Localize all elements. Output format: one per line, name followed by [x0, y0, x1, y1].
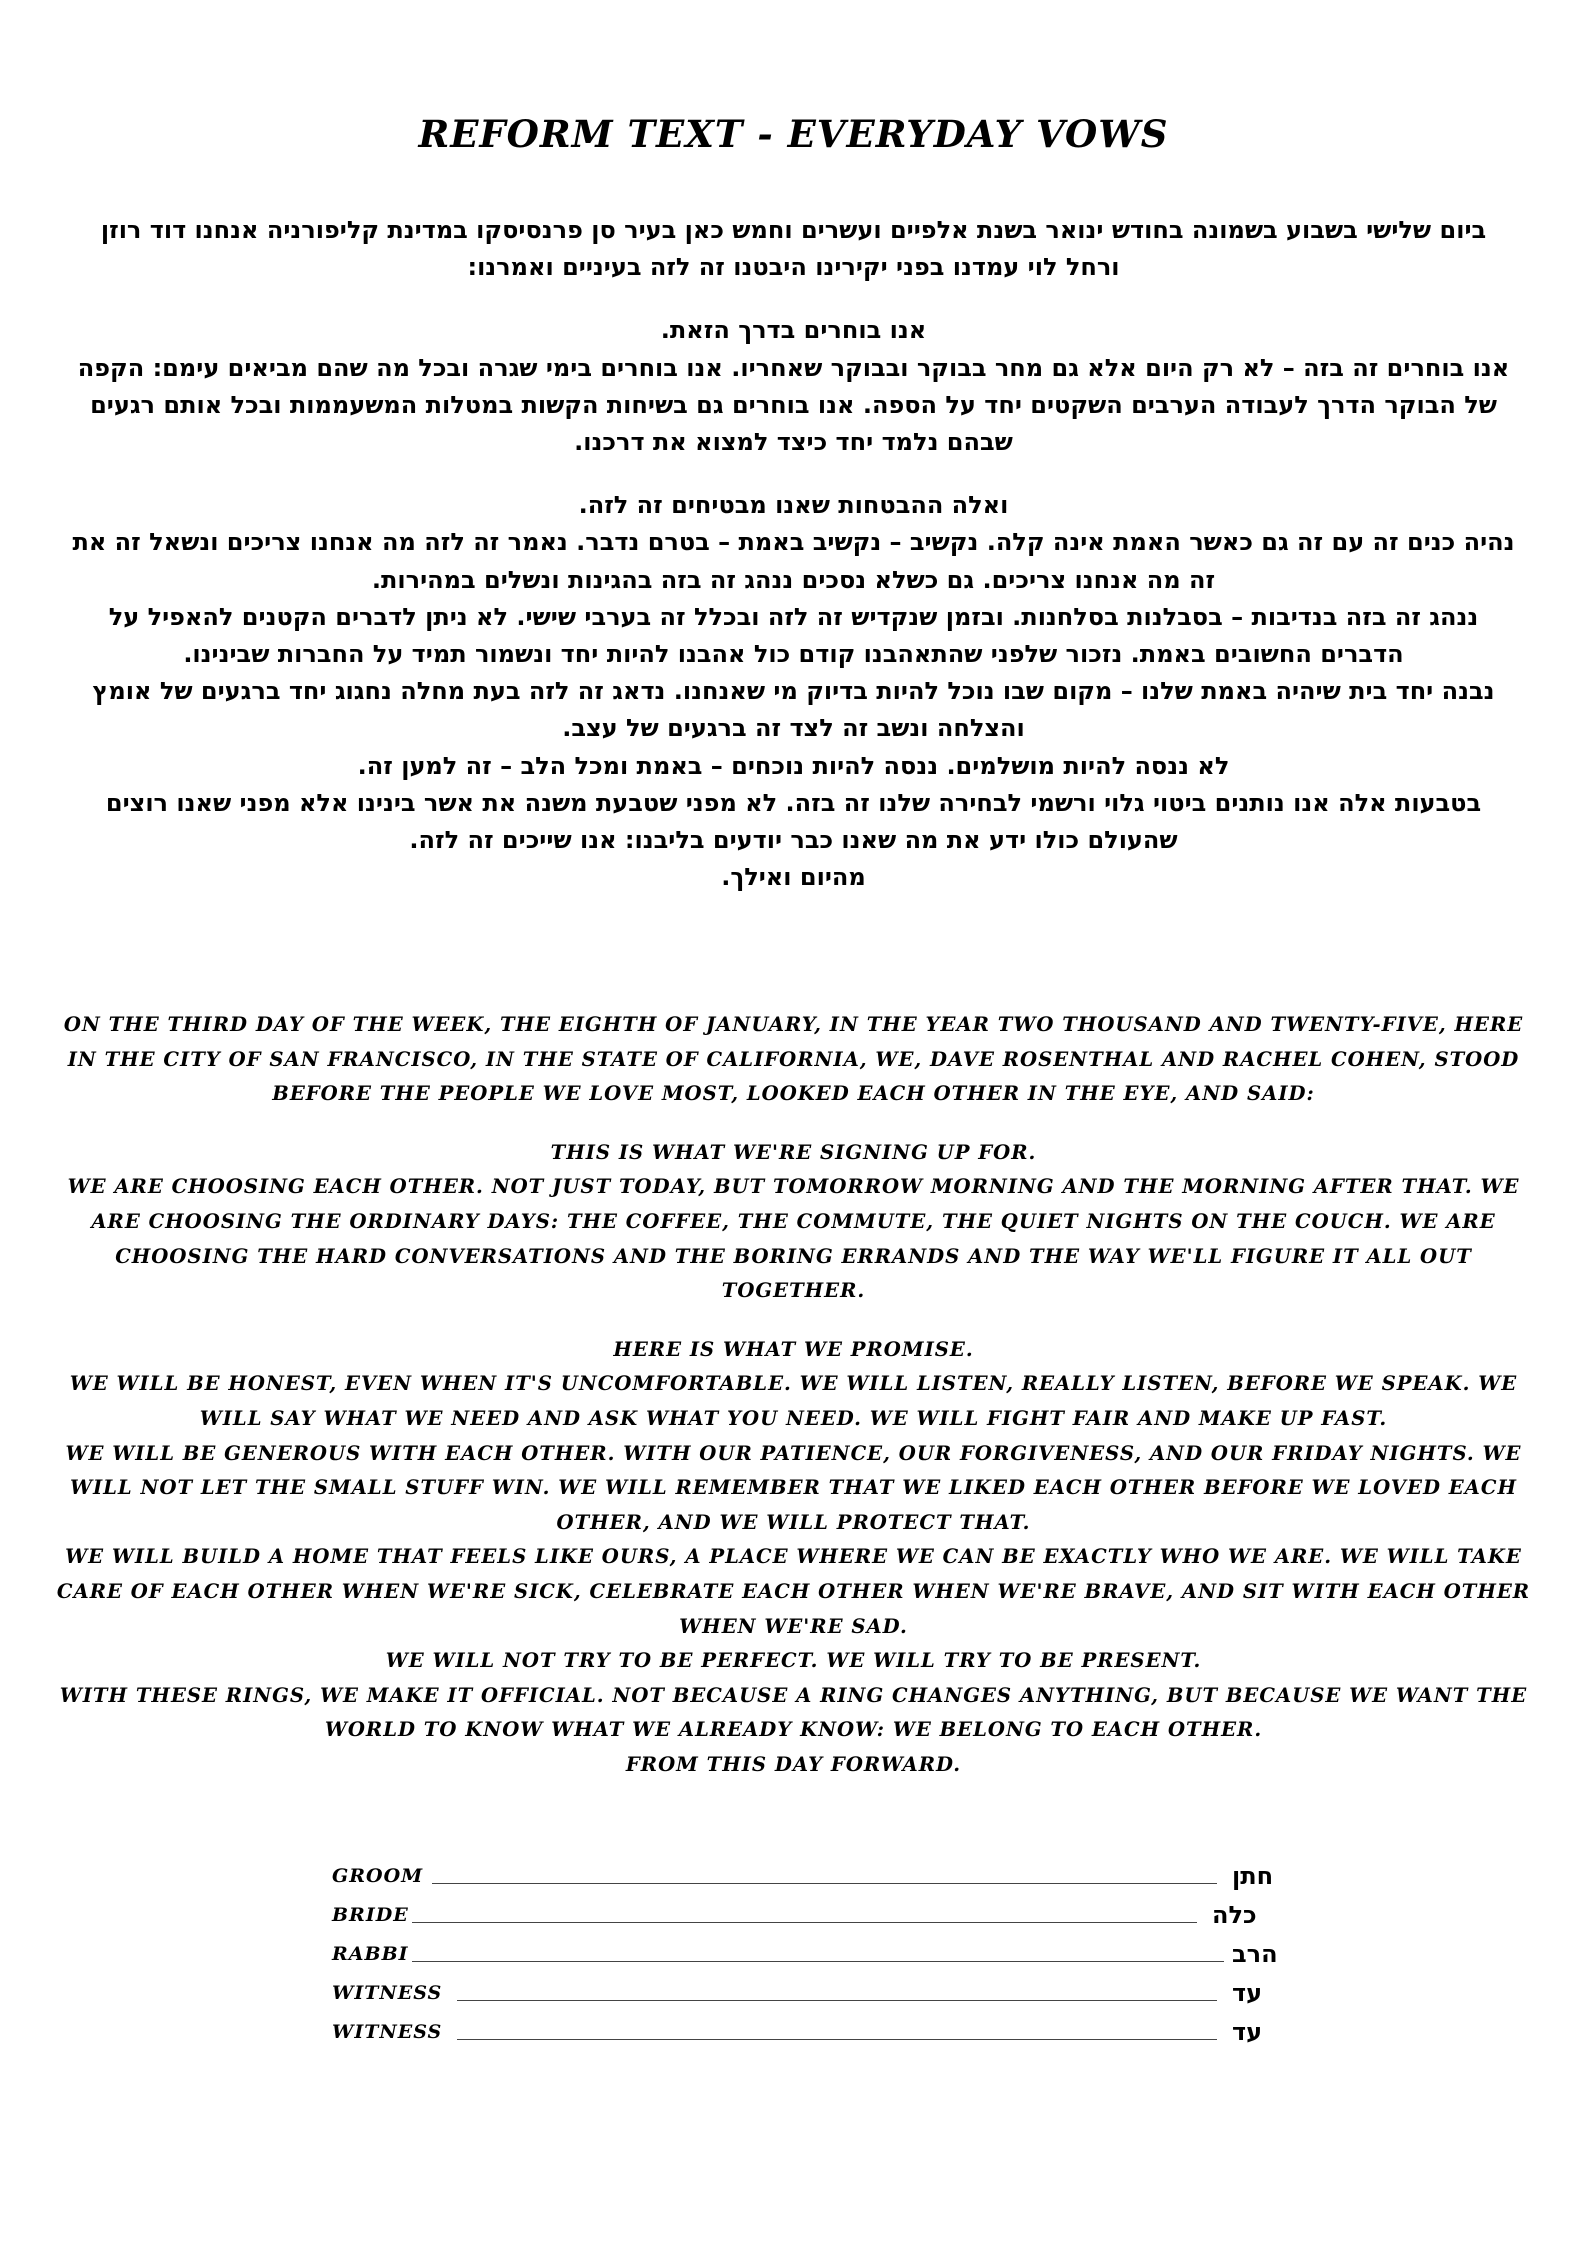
hebrew-text-block [50, 212, 1537, 922]
signature-line[interactable] [457, 2039, 1217, 2040]
signature-hebrew-label: חתן [1232, 1862, 1274, 1890]
hebrew-line: ואלה ההבטחות שאנו מבטיחים זה לזה. [578, 491, 1009, 520]
hebrew-line: נהיה כנים זה עם זה גם כאשר האמת אינה קלה. נקשיב – נקשיב באמת – בטרם נדבר. נאמר זה לזה מה אנחנו צריכים ונשאל זה את [72, 528, 1515, 557]
signature-label: BRIDE [332, 1904, 409, 1926]
signature-line[interactable] [457, 2000, 1217, 2001]
signature-row-groom [332, 1852, 1272, 1891]
page-title: REFORM TEXT - EVERYDAY VOWS [418, 112, 1169, 156]
english-line: HERE IS WHAT WE PROMISE. [613, 1337, 974, 1361]
signature-line[interactable] [432, 1883, 1217, 1884]
english-line: WE WILL BE HONEST, EVEN WHEN IT'S UNCOMFORTABLE. WE WILL LISTEN, REALLY LISTEN, BEFORE WE SPEAK. WE [69, 1372, 1518, 1396]
hebrew-line: שהעולם כולו ידע את מה שאנו כבר יודעים בליבנו: אנו שייכים זה לזה. [409, 826, 1178, 855]
hebrew-line: אנו בוחרים בדרך הזאת. [660, 316, 927, 345]
signature-hebrew-label: כלה [1212, 1901, 1257, 1929]
hebrew-line: הדברים החשובים באמת. נזכור שלפני שהתאהבנו קודם כול אהבנו להיות יחד ונשמור תמיד על החברות שבינינו. [183, 640, 1404, 669]
signature-label: WITNESS [332, 2021, 443, 2043]
hebrew-line: ננהג זה בזה בנדיבות – בסבלנות בסלחנות. ובזמן שנקדיש זה לזה ובכלל זה בערבי שישי. לא ניתן לדברים הקטנים להאפיל על [108, 602, 1479, 631]
english-line: WE ARE CHOOSING EACH OTHER. NOT JUST TODAY, BUT TOMORROW MORNING AND THE MORNING AFTER THAT. WE [67, 1175, 1520, 1199]
signature-label: RABBI [332, 1943, 409, 1965]
english-line: CHOOSING THE HARD CONVERSATIONS AND THE BORING ERRANDS AND THE WAY WE'LL FIGURE IT ALL OUT TOGETHER. [115, 1244, 1472, 1303]
hebrew-line: מהיום ואילך. [721, 863, 866, 892]
signature-label: WITNESS [332, 1982, 443, 2004]
hebrew-paragraph [50, 312, 1537, 461]
hebrew-line: נבנה יחד בית שיהיה באמת שלנו – מקום שבו נוכל להיות בדיוק מי שאנחנו. נדאג זה לזה בעת מחלה נחגוג יחד ברגעים של אומץ [92, 677, 1495, 706]
signature-row-witness [332, 2008, 1272, 2047]
english-line: WORLD TO KNOW WHAT WE ALREADY KNOW: WE BELONG TO EACH OTHER. [324, 1718, 1263, 1742]
english-line: WHEN WE'RE SAD. [679, 1614, 908, 1638]
hebrew-line: בטבעות אלה אנו נותנים ביטוי גלוי ורשמי לבחירה שלנו זה בזה. לא מפני שטבעת משנה את אשר בינינו אלא מפני שאנו רוצים [105, 788, 1482, 817]
english-line: WILL NOT LET THE SMALL STUFF WIN. WE WILL REMEMBER THAT WE LIKED EACH OTHER BEFORE WE LOVED EACH [69, 1476, 1517, 1500]
hebrew-line: ביום שלישי בשבוע בשמונה בחודש ינואר בשנת אלפיים ועשרים וחמש כאן בעיר סן פרנסיסקו במדינת קליפורניה אנחנו דוד רוזן [100, 216, 1487, 244]
hebrew-paragraph [50, 212, 1537, 286]
signature-block [332, 1852, 1278, 2047]
hebrew-line: זה מה אנחנו צריכים. גם כשלא נסכים ננהג זה בזה בהגינות ונשלים במהירות. [371, 565, 1216, 594]
signature-line[interactable] [412, 1922, 1197, 1923]
hebrew-paragraph [50, 487, 1537, 896]
signature-row-rabbi [332, 1930, 1278, 1969]
english-paragraph [50, 1136, 1537, 1309]
hebrew-line: של הבוקר הדרך לעבודה הערבים השקטים יחד על הספה. אנו בוחרים גם בשיחות הקשות במטלות המשעממות ובכל אותם רגעים [90, 390, 1497, 419]
signature-row-witness [332, 1969, 1272, 2008]
signature-label: GROOM [332, 1865, 424, 1887]
english-line: WILL SAY WHAT WE NEED AND ASK WHAT YOU NEED. WE WILL FIGHT FAIR AND MAKE UP FAST. [199, 1406, 1388, 1430]
signature-hebrew-label: עד [1232, 2018, 1263, 2046]
hebrew-line: והצלחה ונשב זה לצד זה ברגעים של עצב. [562, 714, 1025, 743]
english-line: ON THE THIRD DAY OF THE WEEK, THE EIGHTH OF JANUARY, IN THE YEAR TWO THOUSAND AND TWENTY-FIVE, HERE [63, 1013, 1524, 1036]
english-line: THIS IS WHAT WE'RE SIGNING UP FOR. [550, 1140, 1037, 1164]
hebrew-line: ורחל לוי עמדנו בפני יקירינו היבטנו זה לזה בעיניים ואמרנו: [467, 253, 1120, 282]
signature-row-bride [332, 1891, 1272, 1930]
signature-hebrew-label: עד [1232, 1979, 1263, 2007]
english-line: IN THE CITY OF SAN FRANCISCO, IN THE STATE OF CALIFORNIA, WE, DAVE ROSENTHAL AND RACHEL COHEN, STOOD [67, 1047, 1520, 1071]
hebrew-line: אנו בוחרים זה בזה – לא רק היום אלא גם מחר בבוקר ובבוקר שאחריו. אנו בוחרים בימי שגרה ובכל מה שהם מביאים עימם: הקפה [77, 353, 1510, 382]
english-line: WE WILL NOT TRY TO BE PERFECT. WE WILL TRY TO BE PRESENT. [385, 1649, 1202, 1673]
english-text-block [50, 1008, 1537, 1806]
english-line: WE WILL BUILD A HOME THAT FEELS LIKE OURS, A PLACE WHERE WE CAN BE EXACTLY WHO WE ARE. WE WILL TAKE [65, 1545, 1522, 1569]
english-line: ARE CHOOSING THE ORDINARY DAYS: THE COFFEE, THE COMMUTE, THE QUIET NIGHTS ON THE COUCH. WE ARE [91, 1209, 1496, 1233]
english-line: WITH THESE RINGS, WE MAKE IT OFFICIAL. NOT BECAUSE A RING CHANGES ANYTHING, BUT BECAUSE WE WANT THE [59, 1683, 1528, 1707]
hebrew-line: לא ננסה להיות מושלמים. ננסה להיות נוכחים – באמת ומכל הלב – זה למען זה. [357, 751, 1230, 780]
english-line: FROM THIS DAY FORWARD. [625, 1752, 962, 1776]
english-paragraph [50, 1333, 1537, 1783]
signature-line[interactable] [412, 1961, 1224, 1962]
english-line: BEFORE THE PEOPLE WE LOVE MOST, LOOKED EACH OTHER IN THE EYE, AND SAID: [272, 1082, 1315, 1106]
hebrew-line: שבהם נלמד יחד כיצד למצוא את דרכנו. [574, 428, 1013, 457]
english-line: CARE OF EACH OTHER WHEN WE'RE SICK, CELEBRATE EACH OTHER WHEN WE'RE BRAVE, AND SIT WITH EACH OTHER [56, 1579, 1531, 1603]
english-line: WE WILL BE GENEROUS WITH EACH OTHER. WITH OUR PATIENCE, OUR FORGIVENESS, AND OUR FRIDAY NIGHTS. WE [65, 1441, 1522, 1465]
english-paragraph [50, 1008, 1537, 1112]
english-line: OTHER, AND WE WILL PROTECT THAT. [556, 1510, 1031, 1534]
signature-hebrew-label: הרב [1232, 1940, 1278, 1968]
